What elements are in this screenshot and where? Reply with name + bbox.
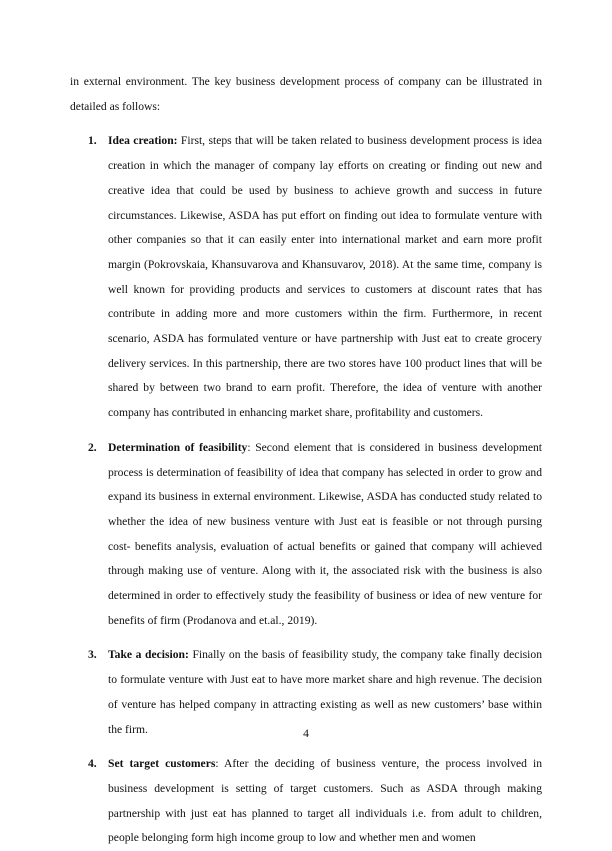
list-item-term: Idea creation:	[108, 134, 178, 148]
list-item-body: : After the deciding of business venture, the process involved in business development is setting of target customers. Such as ASDA through making partnership with just eat has planned to target all individuals i.e. from adult to children, people belonging form high income group to low and whether men and women	[108, 757, 542, 845]
list-item-body: Finally on the basis of feasibility study, the company take finally decision to formulate venture with Just eat to have more market share and high revenue. The decision of venture has helped company in attracting existing as well as new customers’ base within the firm.	[108, 648, 542, 736]
list-item-body: First, steps that will be taken related to business development process is idea creation in which the manager of company lay efforts on creating or finding out new and creative idea that could be used by business to achieve growth and success in future circumstances. Likewise, ASDA has put effort on finding out idea to formulate venture with other companies so that it can easily enter into international market and earn more profit margin (Pokrovskaia, Khansuvarova and Khansuvarov, 2018). At the same time, company is well known for providing products and services to customers at discount rates that has contribute in adding more and more customers within the firm. Furthermore, in recent scenario, ASDA has formulated venture or have partnership with Just eat to create grocery delivery services. In this partnership, there are two stores have 100 product lines that will be shared by between two brand to earn profit. Therefore, the idea of venture with another company has contributed in enhancing market share, profitability and customers.	[108, 134, 542, 420]
list-item-term: Take a decision:	[108, 648, 189, 662]
list-item-set-target-customers	[70, 752, 542, 851]
list-item-term: Determination of feasibility	[108, 440, 248, 454]
business-development-process-list	[70, 129, 542, 851]
list-item-determination-of-feasibility	[70, 436, 542, 634]
list-item-idea-creation	[70, 129, 542, 425]
intro-paragraph: in external environment. The key business development process of company can be illustrated in detailed as follows:	[70, 75, 542, 113]
list-item-body: : Second element that is considered in business development process is determination of feasibility of idea that company has selected in order to grow and expand its business in external environment. Likewise, ASDA has conducted study related to whether the idea of new business venture with Just eat is feasible or not through pursing cost- benefits analysis, evaluation of actual benefits or gained that company will achieved through making use of venture. Along with it, the associated risk with the business is also determined in order to effectively study the feasibility of business or idea of new venture for benefits of firm (Prodanova and et.al., 2019).	[108, 440, 542, 627]
page-number-footer: 4	[303, 727, 309, 740]
list-item-term: Set target customers	[108, 757, 216, 771]
